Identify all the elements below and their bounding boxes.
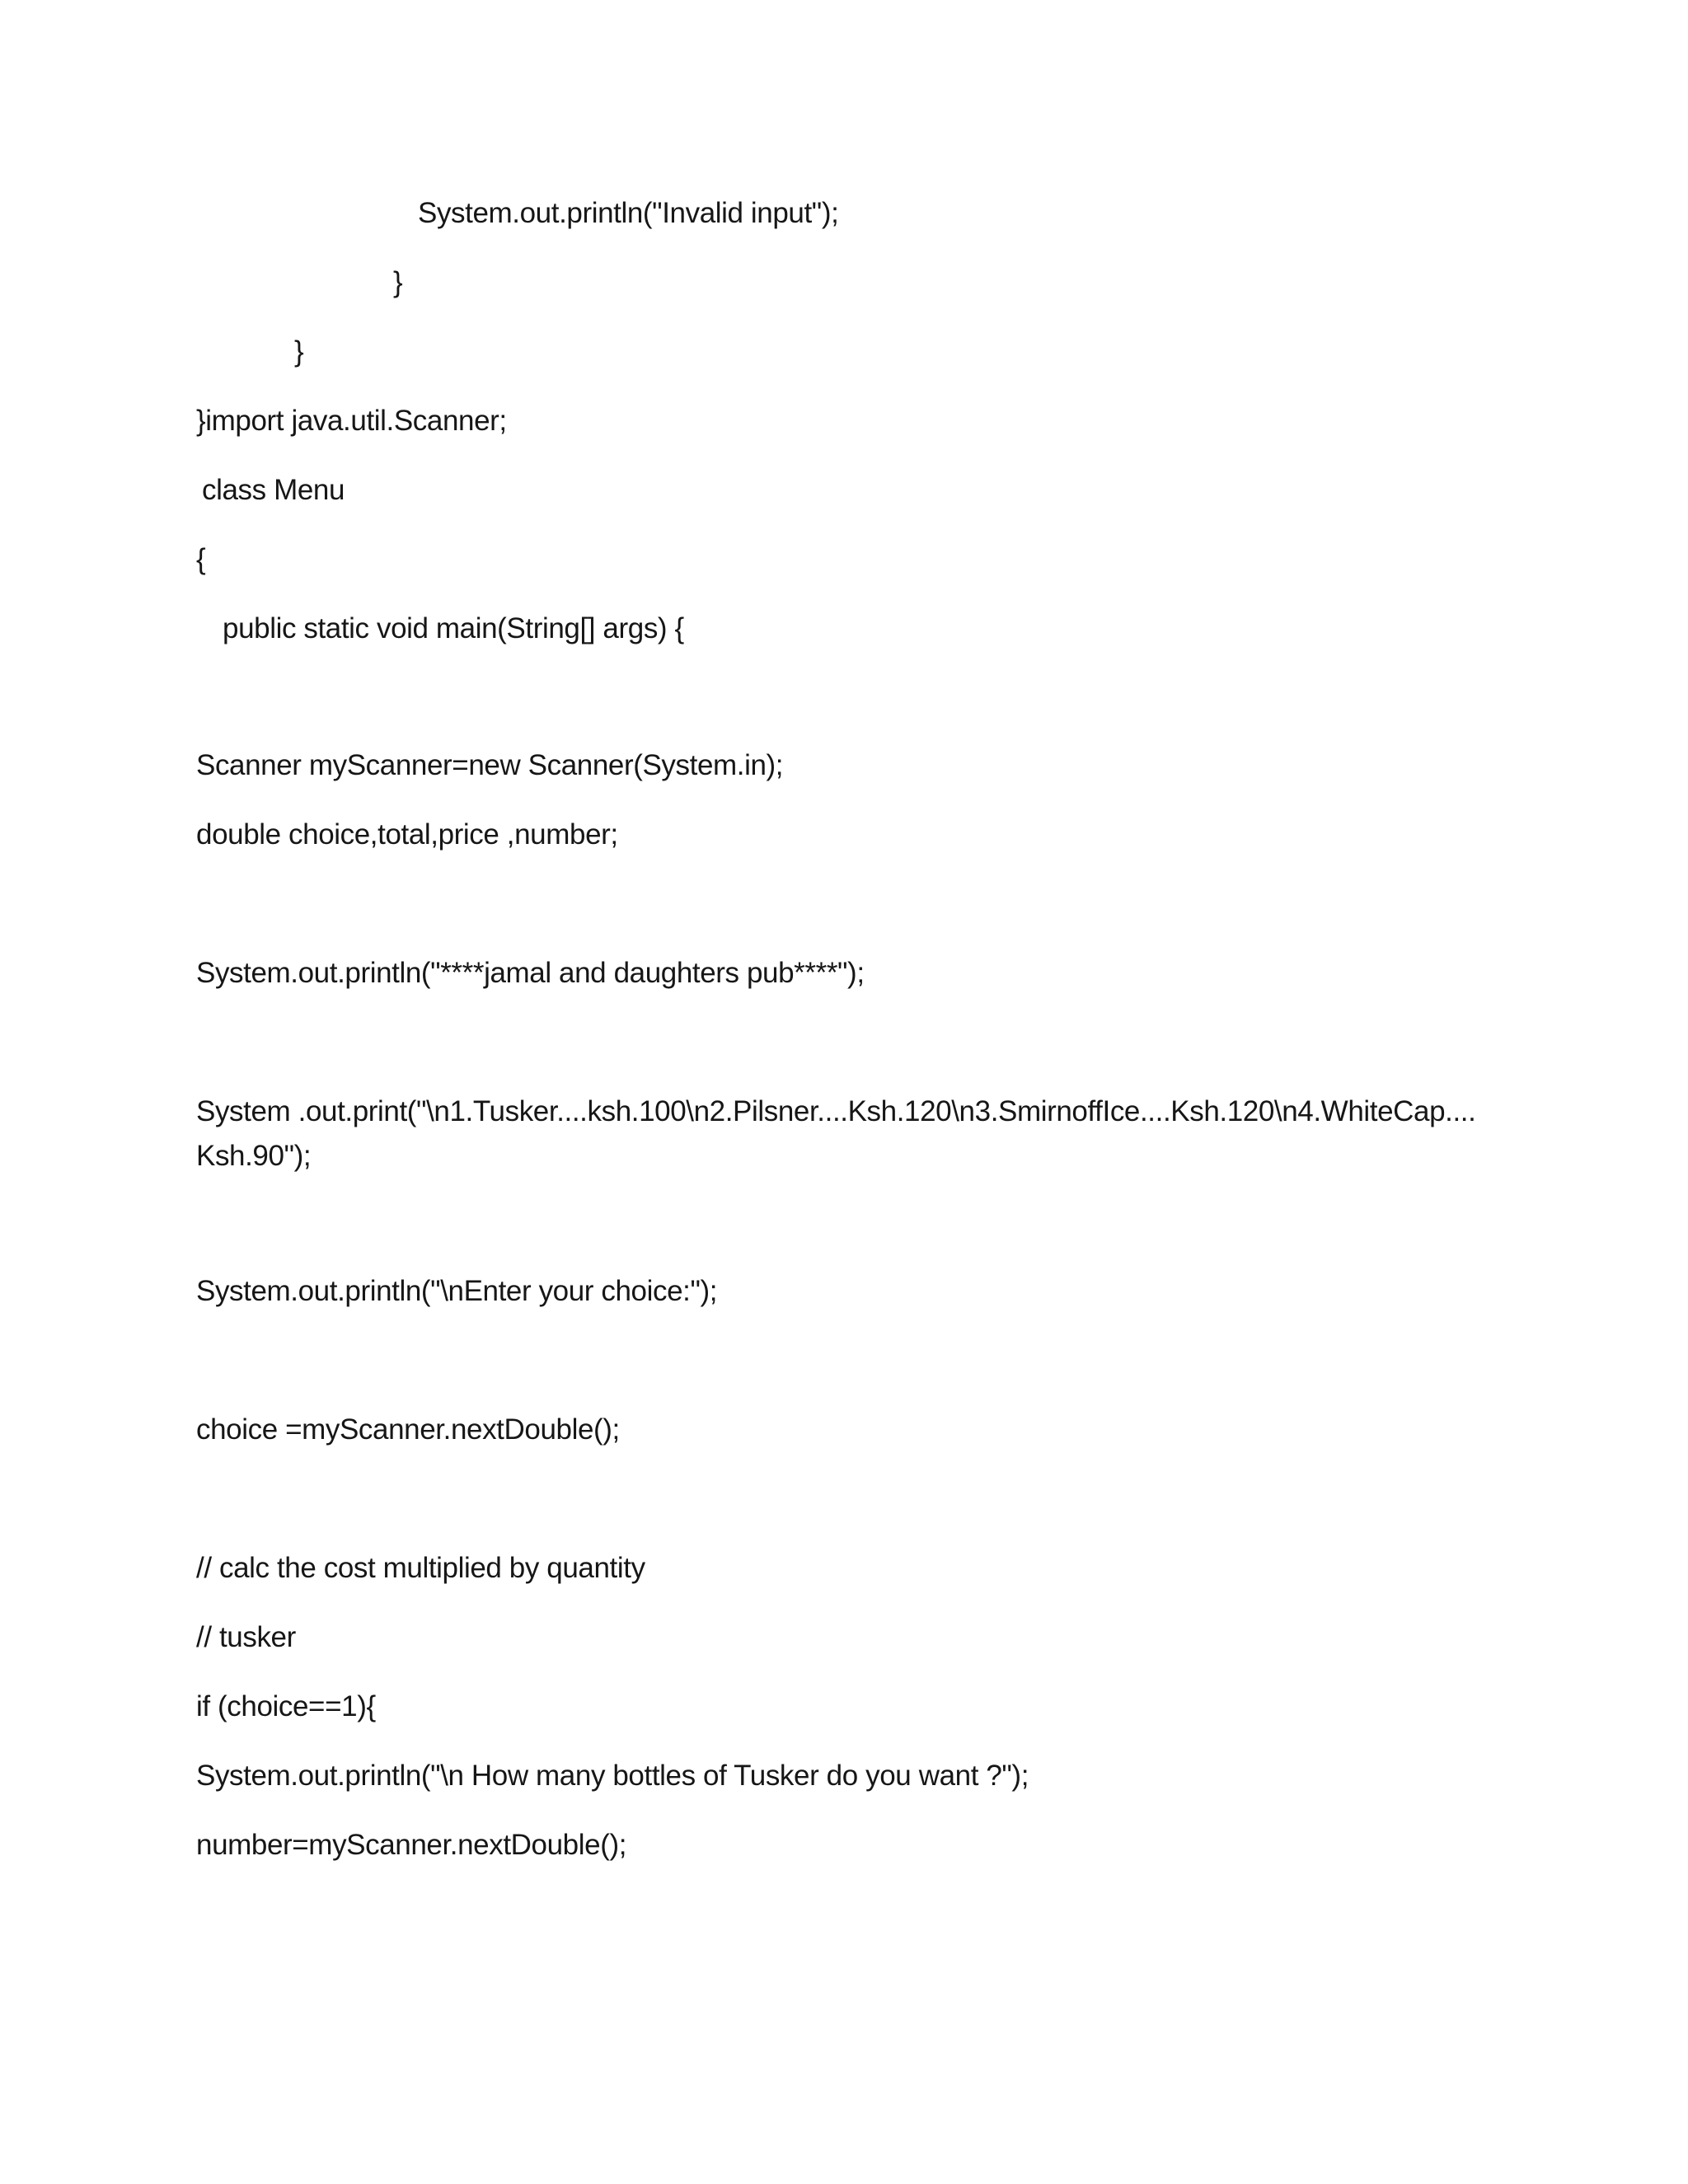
code-line: choice =myScanner.nextDouble(); [196,1413,620,1446]
code-line: // tusker [196,1621,296,1653]
code-line: System .out.print("\n1.Tusker....ksh.100\n2.Pilsner....Ksh.120\n3.SmirnoffIce....Ksh.120\n4.WhiteCap.... [196,1095,1476,1127]
code-line: public static void main(String[] args) { [223,612,684,644]
code-line: System.out.println("\nEnter your choice:"); [196,1275,718,1307]
code-line: } [294,335,304,368]
code-line: System.out.println("Invalid input"); [418,197,839,229]
code-line: }import java.util.Scanner; [196,405,507,437]
code-line: number=myScanner.nextDouble(); [196,1829,627,1861]
code-line: Ksh.90"); [196,1140,312,1172]
code-line: System.out.println("\n How many bottles of Tusker do you want ?"); [196,1760,1029,1792]
code-line: // calc the cost multiplied by quantity [196,1552,645,1584]
code-line: } [393,266,403,298]
code-line: System.out.println("****jamal and daughters pub****"); [196,957,865,989]
code-line: Scanner myScanner=new Scanner(System.in); [196,749,784,781]
code-line: double choice,total,price ,number; [196,818,618,851]
code-line: if (choice==1){ [196,1690,376,1722]
code-line: class Menu [202,474,345,506]
code-line: { [196,543,206,575]
